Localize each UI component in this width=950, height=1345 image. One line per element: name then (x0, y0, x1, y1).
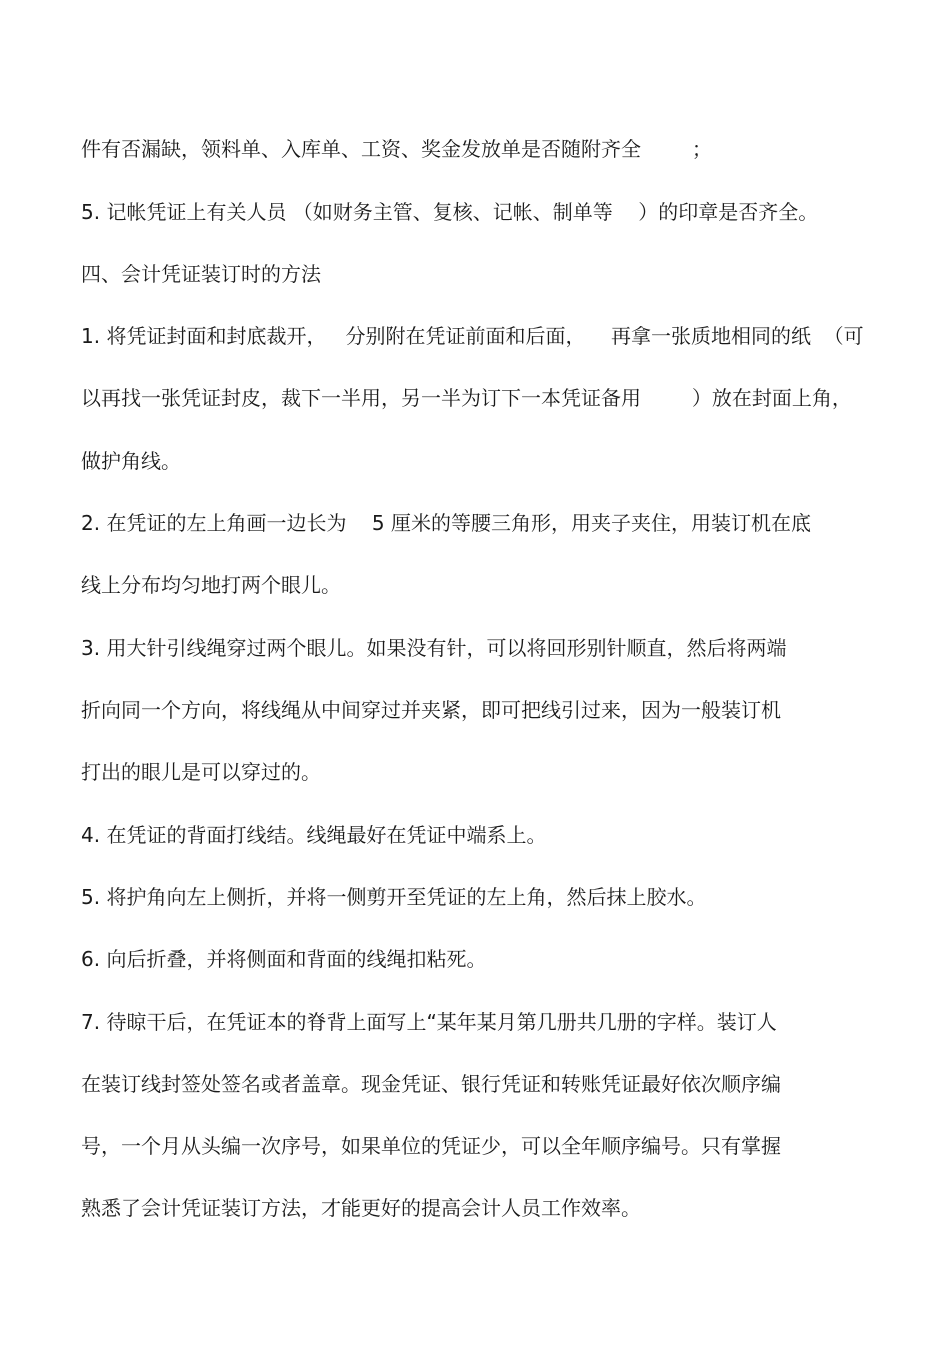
text-line: 号，一个月从头编一次序号，如果单位的凭证少，可以全年顺序编号。只有掌握 (81, 1134, 781, 1158)
text-line: 5. 记帐凭证上有关人员 （如财务主管、复核、记帐、制单等 ）的印章是否齐全。 (81, 200, 819, 224)
text-line: 5. 将护角向左上侧折，并将一侧剪开至凭证的左上角，然后抹上胶水。 (81, 885, 707, 909)
text-line: 在装订线封签处签名或者盖章。现金凭证、银行凭证和转账凭证最好依次顺序编 (81, 1072, 781, 1096)
text-line: 1. 将凭证封面和封底裁开， 分别附在凭证前面和后面， 再拿一张质地相同的纸 （可 (81, 324, 864, 348)
text-line: 3. 用大针引线绳穿过两个眼儿。如果没有针，可以将回形别针顺直，然后将两端 (81, 636, 787, 660)
text-line: 件有否漏缺，领料单、入库单、工资、奖金发放单是否随附齐全 ； (81, 137, 712, 161)
text-line: 做护角线。 (81, 449, 181, 473)
text-line: 7. 待晾干后，在凭证本的脊背上面写上“某年某月第几册共几册的字样。装订人 (81, 1010, 777, 1034)
text-line: 熟悉了会计凭证装订方法，才能更好的提高会计人员工作效率。 (81, 1196, 641, 1220)
text-line: 以再找一张凭证封皮，裁下一半用，另一半为订下一本凭证备用 ）放在封面上角， (81, 386, 852, 410)
text-line: 2. 在凭证的左上角画一边长为 5 厘米的等腰三角形，用夹子夹住，用装订机在底 (81, 511, 811, 535)
text-line: 线上分布均匀地打两个眼儿。 (81, 573, 341, 597)
text-line: 6. 向后折叠，并将侧面和背面的线绳扣粘死。 (81, 947, 487, 971)
text-line: 折向同一个方向，将线绳从中间穿过并夹紧，即可把线引过来，因为一般装订机 (81, 698, 781, 722)
section-heading: 四、会计凭证装订时的方法 (81, 262, 321, 286)
text-line: 打出的眼儿是可以穿过的。 (81, 760, 321, 784)
text-line: 4. 在凭证的背面打线结。线绳最好在凭证中端系上。 (81, 823, 547, 847)
